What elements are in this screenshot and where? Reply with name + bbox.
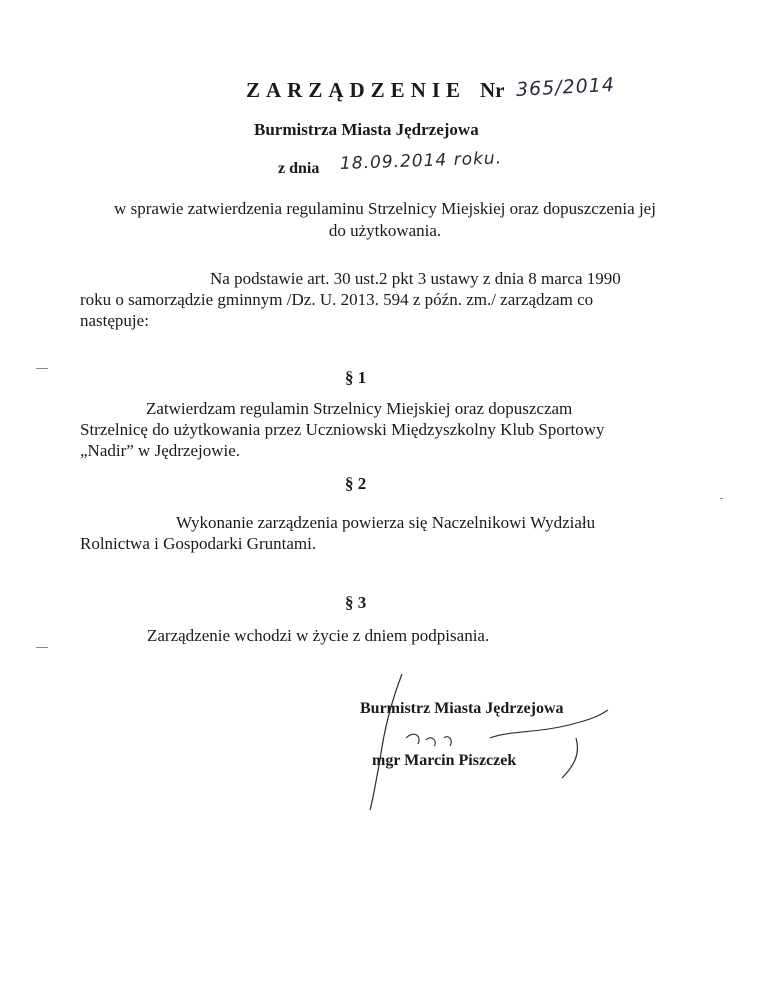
preamble-line-1: Na podstawie art. 30 ust.2 pkt 3 ustawy z dnia 8 marca 1990 bbox=[210, 269, 621, 288]
section-1-line-3: „Nadir” w Jędrzejowie. bbox=[80, 441, 241, 460]
section-2-text bbox=[80, 512, 700, 554]
section-2-mark: § 2 bbox=[345, 474, 367, 493]
regarding bbox=[80, 198, 690, 242]
regarding-line-2: do użytkowania. bbox=[328, 221, 442, 240]
signature-stroke-3 bbox=[490, 710, 608, 738]
section-1-line-1: Zatwierdzam regulamin Strzelnicy Miejskiej oraz dopuszczam bbox=[146, 399, 573, 418]
preamble-line-2: roku o samorządzie gminnym /Dz. U. 2013. 594 z późn. zm./ zarządzam co bbox=[80, 290, 594, 309]
document-title: ZARZĄDZENIE bbox=[246, 78, 467, 102]
preamble bbox=[80, 268, 690, 331]
issuer: Burmistrza Miasta Jędrzejowa bbox=[254, 120, 479, 139]
section-1-line-2: Strzelnicę do użytkowania przez Uczniowski Międzyszkolny Klub Sportowy bbox=[80, 420, 605, 439]
scan-mark bbox=[36, 368, 48, 369]
number-label: Nr bbox=[480, 78, 505, 102]
section-1-mark: § 1 bbox=[345, 368, 367, 387]
signature-stroke-4 bbox=[562, 738, 577, 778]
handwritten-number: 365/2014 bbox=[515, 73, 616, 101]
signature-name: mgr Marcin Piszczek bbox=[372, 752, 517, 769]
regarding-line-1: w sprawie zatwierdzenia regulaminu Strzelnicy Miejskiej oraz dopuszczenia jej bbox=[114, 199, 656, 218]
section-3-line-1: Zarządzenie wchodzi w życie z dniem podpisania. bbox=[147, 626, 490, 645]
section-2-line-2: Rolnictwa i Gospodarki Gruntami. bbox=[80, 534, 317, 553]
scan-mark bbox=[720, 498, 723, 499]
section-3-mark: § 3 bbox=[345, 593, 367, 612]
handwritten-signature bbox=[340, 660, 640, 820]
section-3-text bbox=[147, 625, 727, 646]
signature-stroke-2 bbox=[406, 734, 451, 746]
signature-stroke-1 bbox=[370, 674, 402, 810]
handwritten-date: 18.09.2014 roku. bbox=[339, 148, 503, 174]
section-2-line-1: Wykonanie zarządzenia powierza się Naczelnikowi Wydziału bbox=[176, 513, 596, 532]
date-label: z dnia bbox=[278, 160, 320, 177]
signature-title: Burmistrz Miasta Jędrzejowa bbox=[360, 700, 564, 717]
section-1-text bbox=[80, 398, 660, 461]
scan-mark bbox=[36, 647, 48, 648]
preamble-line-3: następuje: bbox=[80, 311, 149, 330]
